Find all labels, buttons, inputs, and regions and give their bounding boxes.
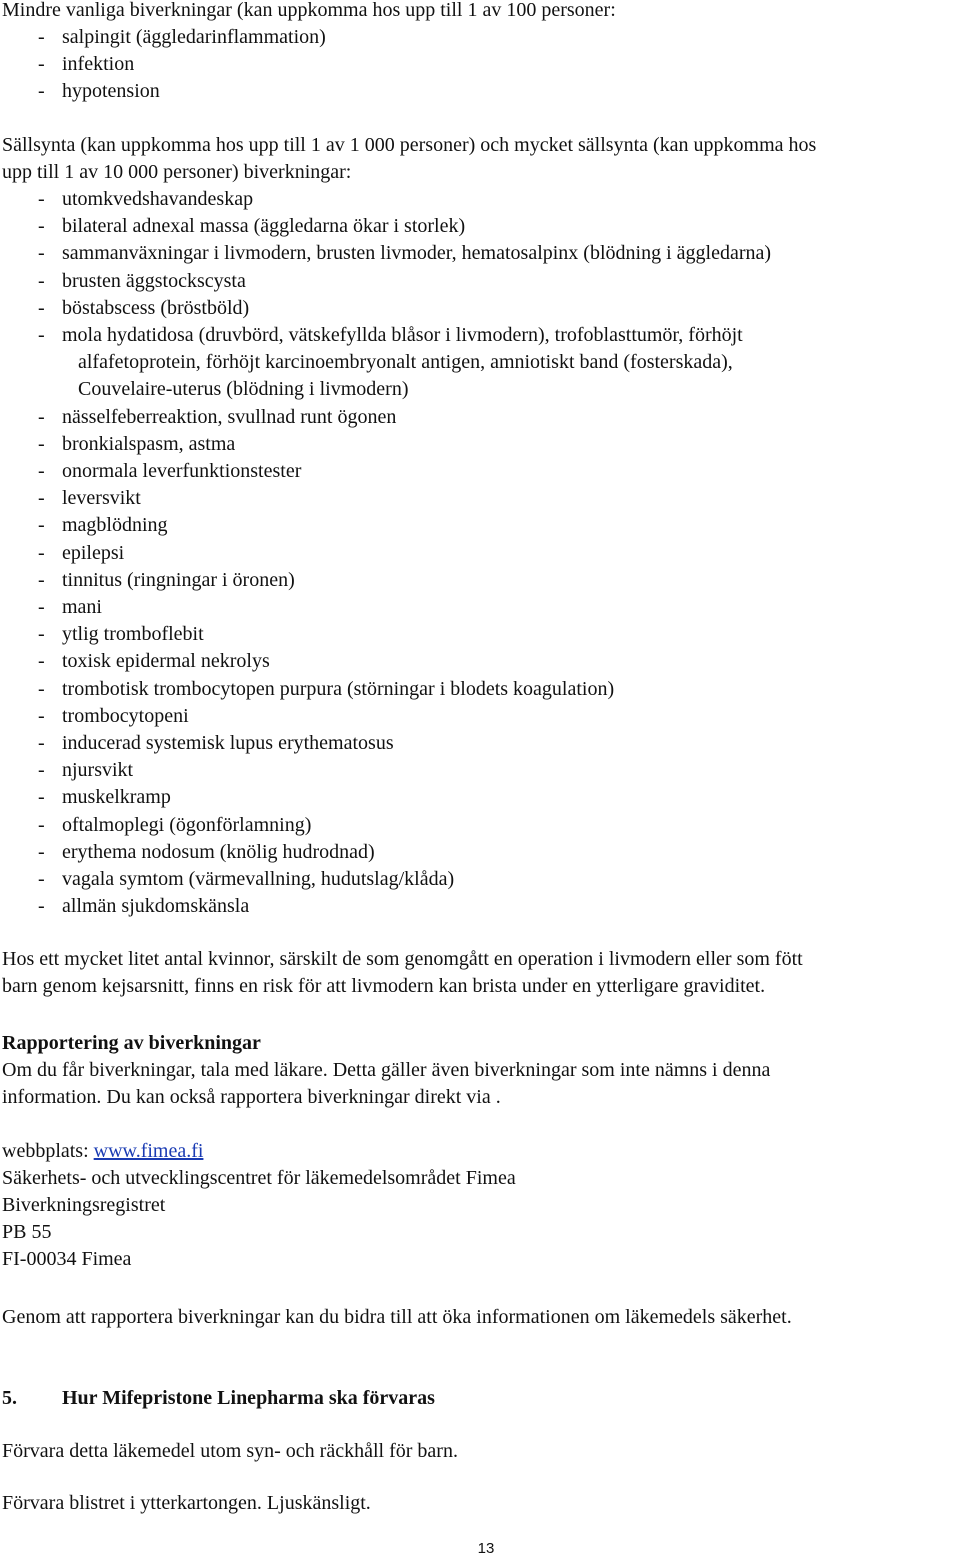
list-item: - bronkialspasm, astma: [38, 432, 236, 455]
list-item: - njursvikt: [38, 759, 134, 782]
reporting-line2: information. Du kan också rapportera biverkningar direkt via .: [2, 1086, 501, 1108]
list-item: - infektion: [38, 53, 135, 76]
list-item: - nässelfeberreaktion, svullnad runt ögonen: [38, 405, 397, 428]
list-item: - tinnitus (ringningar i öronen): [38, 568, 295, 591]
storage-line1: Förvara detta läkemedel utom syn- och räckhåll för barn.: [2, 1440, 458, 1462]
fimea-link[interactable]: www.fimea.fi: [93, 1140, 204, 1162]
list-item: - trombocytopeni: [38, 704, 189, 727]
address-line: FI-00034 Fimea: [2, 1248, 132, 1270]
list-item: - vagala symtom (värmevallning, hudutslag/klåda): [38, 868, 455, 891]
list-item: - hypotension: [38, 80, 160, 103]
rare-intro-line1: Sällsynta (kan uppkomma hos upp till 1 av 1 000 personer) och mycket sällsynta (kan uppkomma hos: [2, 134, 817, 156]
list-item-continuation: alfafetoprotein, förhöjt karcinoembryonalt antigen, amniotiskt band (fosterskada),: [78, 351, 733, 374]
address-line: PB 55: [2, 1221, 52, 1243]
list-item: - toxisk epidermal nekrolys: [38, 650, 270, 673]
list-item: - onormala leverfunktionstester: [38, 460, 302, 483]
storage-line2: Förvara blistret i ytterkartongen. Ljuskänsligt.: [2, 1492, 371, 1514]
website-line: [2, 1138, 203, 1165]
section-number: 5.: [2, 1387, 17, 1409]
list-item: - muskelkramp: [38, 786, 171, 809]
address-line: Biverkningsregistret: [2, 1194, 166, 1216]
uterus-risk-line2: barn genom kejsarsnitt, finns en risk för att livmodern kan brista under en ytterligare graviditet.: [2, 975, 766, 997]
list-item: - böstabscess (bröstböld): [38, 296, 250, 319]
list-item: - sammanväxningar i livmodern, brusten livmoder, hematosalpinx (blödning i äggledarna): [38, 242, 772, 265]
section-5-heading: [2, 1385, 435, 1412]
list-item: - allmän sjukdomskänsla: [38, 895, 250, 918]
reporting-line1: Om du får biverkningar, tala med läkare. Detta gäller även biverkningar som inte nämns i denna: [2, 1059, 771, 1081]
list-item: - mani: [38, 596, 102, 619]
list-item: - leversvikt: [38, 487, 141, 510]
list-item: - salpingit (äggledarinflammation): [38, 26, 326, 48]
page-number: 13: [477, 1540, 495, 1557]
list-item: - magblödning: [38, 514, 168, 537]
section-title: Hur Mifepristone Linepharma ska förvaras: [62, 1387, 435, 1409]
uterus-risk-line1: Hos ett mycket litet antal kvinnor, särskilt de som genomgått en operation i livmodern eller som fött: [2, 948, 803, 970]
list-item: - trombotisk trombocytopen purpura (störningar i blodets koagulation): [38, 677, 615, 700]
list-item: - ytlig tromboflebit: [38, 623, 204, 646]
list-item: - brusten äggstockscysta: [38, 269, 246, 292]
list-item: - inducerad systemisk lupus erythematosus: [38, 732, 394, 755]
list-item: - bilateral adnexal massa (äggledarna ökar i storlek): [38, 215, 466, 238]
rare-list: [0, 186, 771, 920]
reporting-heading: Rapportering av biverkningar: [2, 1032, 261, 1054]
list-item: - epilepsi: [38, 541, 125, 564]
reporting-closing: Genom att rapportera biverkningar kan du bidra till att öka informationen om läkemedels säkerhet.: [2, 1306, 792, 1328]
address-line: Säkerhets- och utvecklingscentret för läkemedelsområdet Fimea: [2, 1167, 516, 1189]
website-label: webbplats:: [2, 1140, 94, 1162]
uncommon-list: [0, 24, 326, 106]
list-item: - utomkvedshavandeskap: [38, 188, 254, 210]
uncommon-heading: Mindre vanliga biverkningar (kan uppkomma hos upp till 1 av 100 personer:: [2, 0, 616, 21]
list-item: - oftalmoplegi (ögonförlamning): [38, 813, 312, 836]
list-item-continuation: Couvelaire-uterus (blödning i livmodern): [78, 378, 409, 401]
list-item: - mola hydatidosa (druvbörd, vätskefyllda blåsor i livmodern), trofoblasttumör, förhöjt alfafetoprotein, förhöjt karcinoembryonalt antigen, amniotiskt band (fosterskada), Couvelaire-uterus (blödning i livmodern): [0, 322, 771, 404]
rare-intro-line2: upp till 1 av 10 000 personer) biverkningar:: [2, 161, 352, 183]
list-item: - erythema nodosum (knölig hudrodnad): [38, 840, 375, 863]
